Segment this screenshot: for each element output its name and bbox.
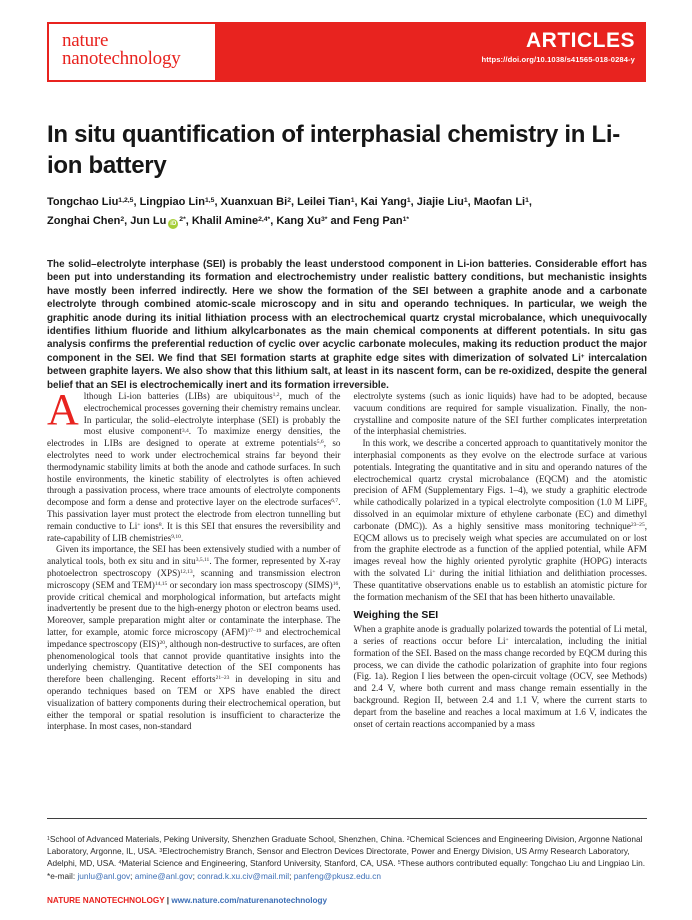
journal-footer-divider: | [164, 896, 172, 906]
email-separator: ; [192, 870, 198, 881]
body-paragraph-1 [47, 385, 341, 544]
email-separator: ; [289, 870, 294, 881]
body-paragraph-4: In this work, we describe a concerted approach to quantitatively monitor the interphasial components as they evolve on the electrode surface at various potentials. Integrating the quantitative and in situ and operando natures of the electrochemical quartz crystal microbalance (EQCM) and the atomistic precision of AFM (Supplementary Figs. 1–4), we study a graphitic electrode while cathodically polarized in a typical electrolyte composition (1.0 M LiPF$_6$ dissolved in an equimolar mixture of ethylene carbonate (EC) and dimethyl carbonate (DMC)). As a highly sensitive mass monitoring technique$^{23-25}$, EQCM allows us to precisely weigh what species are accumulated on or lost from the graphite electrode as a function of the applied potential, while AFM images reveal how the highly oriented pyrolytic graphite (HOPG) interacts with the solvated Li+ during the initial lithiation and delithiation processes. These quantitative observations enable us to establish an atomistic picture for the formation mechanism of the SEI that has been hitherto unavailable. [353, 438, 648, 602]
right-column [354, 391, 648, 733]
article-type-banner [217, 22, 646, 82]
affiliations [47, 833, 647, 881]
author-line-2-post: $^{2*}$, Khalil Amine$^{2,4*}$, Kang $Xu^{3*}$ and Feng Pan$^{1*}$ [179, 215, 410, 227]
author-line-1: Tongchao Liu$^{1,2,5}$, Lingpiao Lin$^{1,5}$, Xuanxuan Bi$^2$, Leilei Tian$^1$, Kai Yang$^1$, Jiajie Liu$^1$, Maofan Li$^1$, [47, 196, 532, 208]
email-link-4[interactable]: panfeng@pkusz.edu.cn [293, 870, 381, 881]
author-list [47, 193, 647, 231]
orcid-icon[interactable]: iD [170, 221, 177, 227]
email-link-3[interactable]: conrad.k.xu.civ@mail.mil [197, 870, 290, 881]
journal-footer-name: NATURE NANOTECHNOLOGY [47, 896, 165, 906]
affiliations-text: $^1$School of Advanced Materials, Peking University, Shenzhen Graduate School, Shenzhen, China. $^2$Chemical Sciences and Engineering Division, Argonne National Laboratory, Argonne, IL, USA. $^3$Electrochemistry Branch, Sensor and Electron Devices Directorate, Power and Energy Division, US Army Research Laboratory, Adelphi, MD, USA. $^4$Material Science and Engineering, Stanford University, Stanford, CA, USA. $^5$These authors contributed equally: Tongchao Liu and Lingpiao Lin. *e-mail: [47, 834, 646, 881]
journal-logo-line2: nanotechnology [62, 48, 181, 69]
footer-divider [47, 818, 647, 819]
journal-logo-line1: nature [62, 30, 109, 51]
body-columns [47, 385, 648, 733]
doi-link[interactable]: https://doi.org/10.1038/s41565-018-0284-y [481, 55, 635, 64]
drop-cap: A [47, 385, 79, 434]
page-header [47, 22, 646, 82]
email-link-2[interactable]: amine@anl.gov [134, 870, 193, 881]
body-paragraph-5: When a graphite anode is gradually polarized towards the potential of Li metal, a series of reactions occur before Li+ intercalation, including the initial formation of the SEI. Based on the mass change recorded by EQCM during this process, we can divide the cathodic polarization of graphite into four regions (Fig. 1a). Region I lies between the open-circuit voltage (OCV, see Methods) and 2.4 V, where both current and mass change remain essentially in the background. Region II, between 2.4 and 1.1 V, where the current starts to depart from the baseline and reaches a local maximum at 1.6 V, indicates the onset of certain reactions accompanied by a mass [353, 624, 647, 729]
left-column [47, 385, 341, 733]
author-line-2 [47, 212, 647, 231]
section-heading-weighing-the-sei: Weighing the SEI [353, 610, 439, 622]
page-title: In situ quantification of interphasial chemistry in Li-ion battery [47, 121, 620, 180]
abstract: The solid–electrolyte interphase (SEI) is probably the least understood component in Li-ion batteries. Considerable effort has been put into understanding its formation and electrochemistry under realistic battery conditions, but mechanistic insights have mostly been inferred indirectly. Here we show the formation of the SEI between a graphite anode and a carbonate electrolyte through combined atomic-scale microscopy and in situ and operando techniques. In particular, we weigh the graphitic anode during its initial lithiation process with an electrochemical quartz crystal microbalance, which unequivocally identifies lithium fluoride and lithium alkylcarbonates as the main chemical components at different potentials. In situ gas analysis confirms the preferential reduction of cyclic over acyclic carbonate molecules, making its reduction product the major component in the SEI. We find that SEI formation starts at graphite edge sites with dimerization of solvated Li+ intercalation between graphite layers. We also show that this lithium salt, at least in its nascent form, can be re-oxidized, despite the general belief that an SEI is electrochemically inert and its formation irreversible. [47, 258, 647, 391]
email-separator: ; [130, 870, 135, 881]
body-paragraph-1-text: lthough Li-ion batteries (LIBs) are ubiquitous$^{1,2}$, much of the electrochemical processes governing their chemistry remains unclear. In particular, the solid–electrolyte interphase (SEI) is probably the most elusive component$^{3,4}$. To maximize energy densities, the electrodes in LIBs are designed to operate at extreme potentials$^{5,6}$, so electrolytes need to work under electrochemical strains far beyond their thermodynamic stability limits at both the anode and cathode surfaces. In such hostile environments, the kinetic stability of electrolytes is often achieved through a passivation process, where trace amounts of electrolyte components decompose and form a dense and protective layer on the electrode surfaces$^{6,7}$. This passivation layer must protect the electrode from electron tunnelling but remain conductive to Li+ ions$^8$. It is this SEI that ensures the reversibility and rate-capability of LIB chemistries$^{9,10}$. [47, 391, 341, 543]
body-paragraph-3: electrolyte systems (such as ionic liquids) have had to be adopted, because vacuum conditions are required for sample visualization. Finally, the non-crystalline and composite nature of the SEI further complicates interpretation of the interphasial chemistries. [353, 391, 647, 437]
journal-footer-url[interactable]: www.nature.com/naturenanotechnology [171, 896, 328, 906]
journal-footer [47, 896, 327, 905]
email-link-1[interactable]: junlu@anl.gov [77, 870, 131, 881]
author-line-2-pre: Zonghai Chen$^2$, Jun Lu [47, 215, 167, 227]
journal-logo [47, 22, 217, 82]
article-type-label: ARTICLES [526, 29, 635, 52]
body-paragraph-2: Given its importance, the SEI has been extensively studied with a number of analytical tools, both ex situ and in situ$^{3,5,11}$. The former, represented by X-ray photoelectron spectroscopy (XPS)$^{12,13}$, scanning and transmission electron microscopy (SEM and TEM)$^{14,15}$ or secondary ion mass spectroscopy (SIMS)$^{16}$, provide critical chemical and morphological information, but artefacts might inadvertently be present due to the high-energy photon or electron beams used. Moreover, sample preparation might alter or contaminate the interphase. The latter, for example, atomic force microscopy (AFM)$^{17-19}$ and electrochemical impedance spectroscopy (EIS)$^{20}$, although non-destructive to surfaces, are often phenomenological tools that cannot provide quantitative insights into the underlying chemistry. Quantitative detection of the SEI components has therefore been challenging. Recent efforts$^{21-23}$ in developing in situ and operando techniques based on TEM or XPS have enabled the direct visualization of battery components during their electrochemical operation, but either the temporal or spatial resolution is insufficient to characterize the interphase. In most cases, non-standard [47, 544, 341, 732]
